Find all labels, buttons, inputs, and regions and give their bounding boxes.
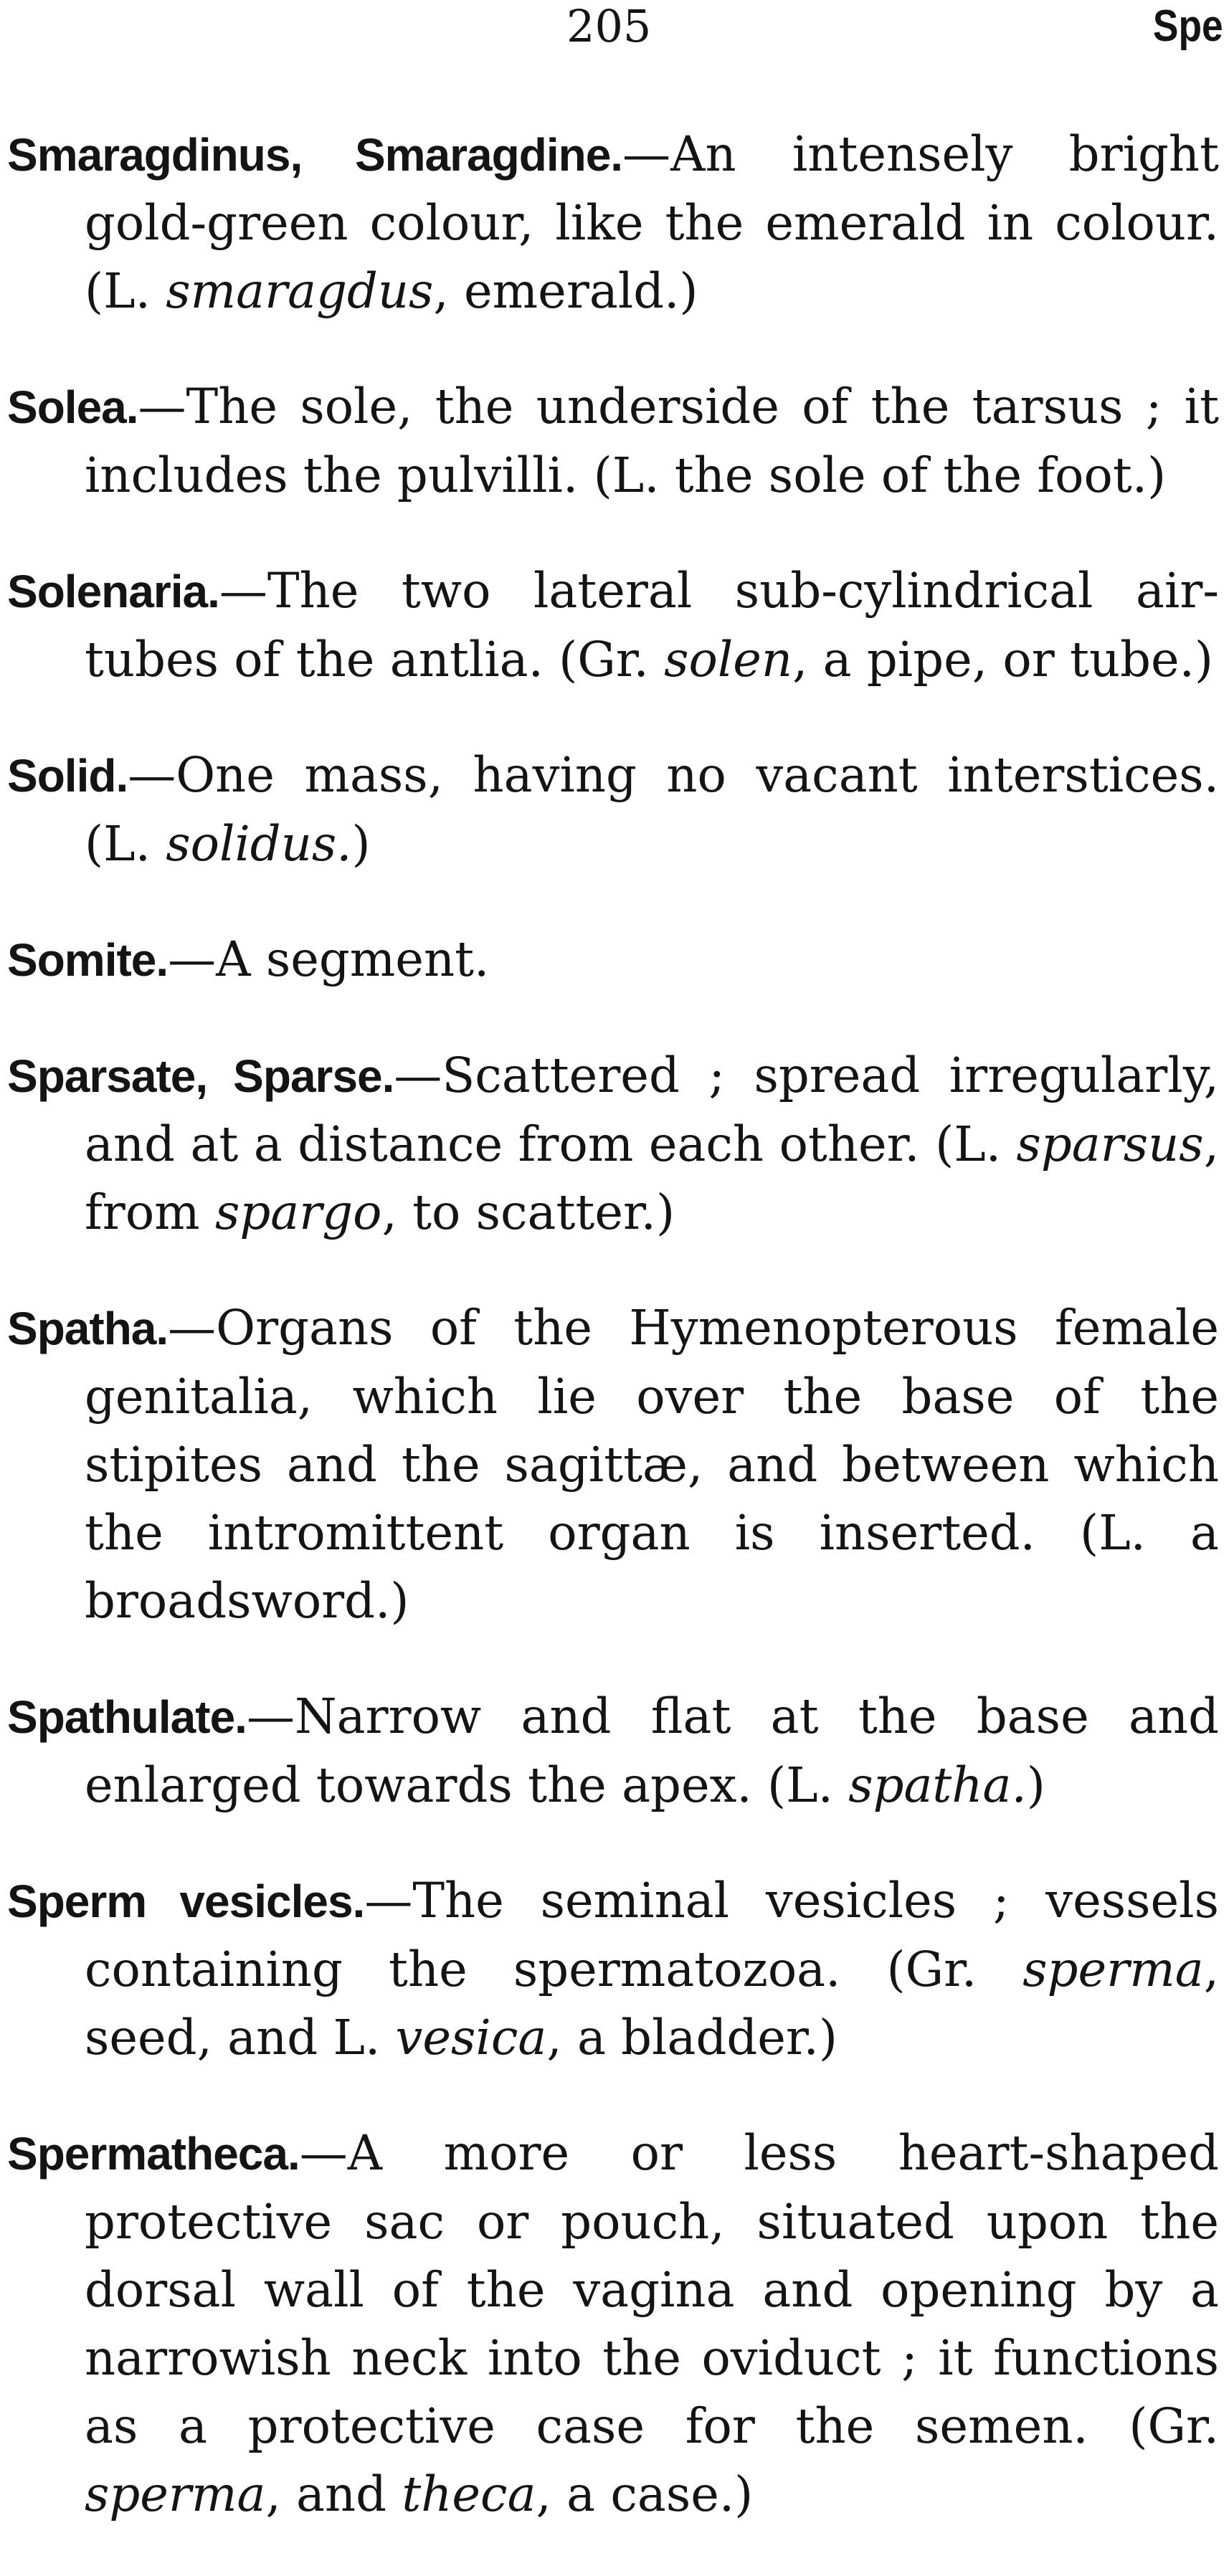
etymology-text: (L. [751,1757,849,1813]
headword: Spathulate. [7,1691,247,1743]
headword: Solid. [7,750,128,802]
etymology-term: sparsus [1016,1116,1204,1172]
page-header [0,0,1229,65]
etymology [752,1757,1045,1813]
etymology-text: (Gr. [543,632,665,688]
definition: —A segment. [168,931,490,987]
definition: —A more or less heart-shaped protective sac or pouch, situated upon the dorsal wall of the vagina and opening by a narrowish neck into the oviduct ; it functions as a protective case for the semen. [85,2125,1219,2454]
etymology [544,632,1213,688]
definition: —Scattered ; spread irregularly, and at a distance from each other. [85,1047,1219,1172]
glossary-entry-solenaria [0,557,1219,694]
etymology-text: , to scatter.) [381,1184,675,1240]
etymology-term: sperma [85,2466,266,2522]
glossary-entry-smaragdinus [0,120,1219,325]
headword: Spermatheca. [7,2128,300,2180]
glossary-entry-sperm-vesicles [0,1867,1219,2072]
etymology-term: sperma [1022,1941,1204,1997]
headword: Smaragdinus, Smaragdine. [7,129,623,181]
etymology-text: (L. [919,1116,1017,1172]
etymology [85,263,698,319]
etymology [85,816,371,872]
headword: Sparsate, Sparse. [7,1050,394,1102]
etymology-text: (Gr. [840,1941,1023,1997]
etymology-text: , a case.) [536,2466,754,2522]
etymology-term: spatha. [848,1757,1027,1813]
etymology-text: (L. [85,263,166,319]
glossary-entry-spermatheca [0,2119,1219,2529]
headword: Spatha. [7,1303,169,1354]
etymology-text: , a bladder.) [546,2010,837,2066]
headword: Sperm vesicles. [7,1876,365,1927]
headword: Solea. [7,381,138,433]
definition: —An intensely bright gold-green colour, like the emerald in colour. [85,126,1219,251]
headword: Somite. [7,934,169,986]
etymology-text: ) [351,816,371,872]
etymology-text: ) [1026,1757,1045,1813]
page-number: 205 [566,0,652,52]
running-head: Spe [1153,1,1223,51]
etymology-term: spargo [215,1184,382,1240]
glossary-entry-sparsate [0,1042,1219,1247]
definition: —Narrow and flat at the base and enlarged towards the apex. [85,1688,1219,1813]
etymology-term: smaragdus [166,263,434,319]
definition: —Organs of the Hymenopterous female genitalia, which lie over the base of the stipites and the sagittæ, and between which the intromittent organ is inserted. [85,1300,1219,1561]
definition: —One mass, having no vacant interstices. [128,747,1219,803]
glossary-entry-spatha [0,1294,1219,1635]
glossary-entries [0,120,1219,2576]
glossary-entry-solid [0,741,1219,878]
etymology: (L. the sole of the foot.) [578,447,1167,503]
etymology-text: (Gr. [1088,2398,1219,2454]
etymology-term: solidus. [166,816,352,872]
etymology-text: , and [265,2466,402,2522]
etymology-text: , from [85,1116,1219,1240]
etymology-text: (L. [85,816,166,872]
definition: —The two lateral sub-cylindrical air-tubes of the antlia. [85,563,1219,688]
glossary-entry-somite [0,926,1219,994]
etymology-term: solen [664,632,793,688]
definition: —The seminal vesicles ; vessels containing the spermatozoa. [85,1873,1219,1997]
etymology-text: , emerald.) [433,263,698,319]
glossary-entry-solea [0,373,1219,510]
etymology-term: theca [402,2466,536,2522]
headword: Solenaria. [7,566,219,617]
etymology: (L. a broadsword.) [85,1505,1219,1629]
etymology-text: , seed, and L. [85,1941,1219,2066]
etymology-text: , a pipe, or tube.) [792,632,1214,688]
definition: —The sole, the underside of the tarsus ; it includes the pulvilli. [85,379,1219,503]
glossary-entry-spathulate [0,1683,1219,1820]
etymology-term: vesica [395,2010,547,2066]
